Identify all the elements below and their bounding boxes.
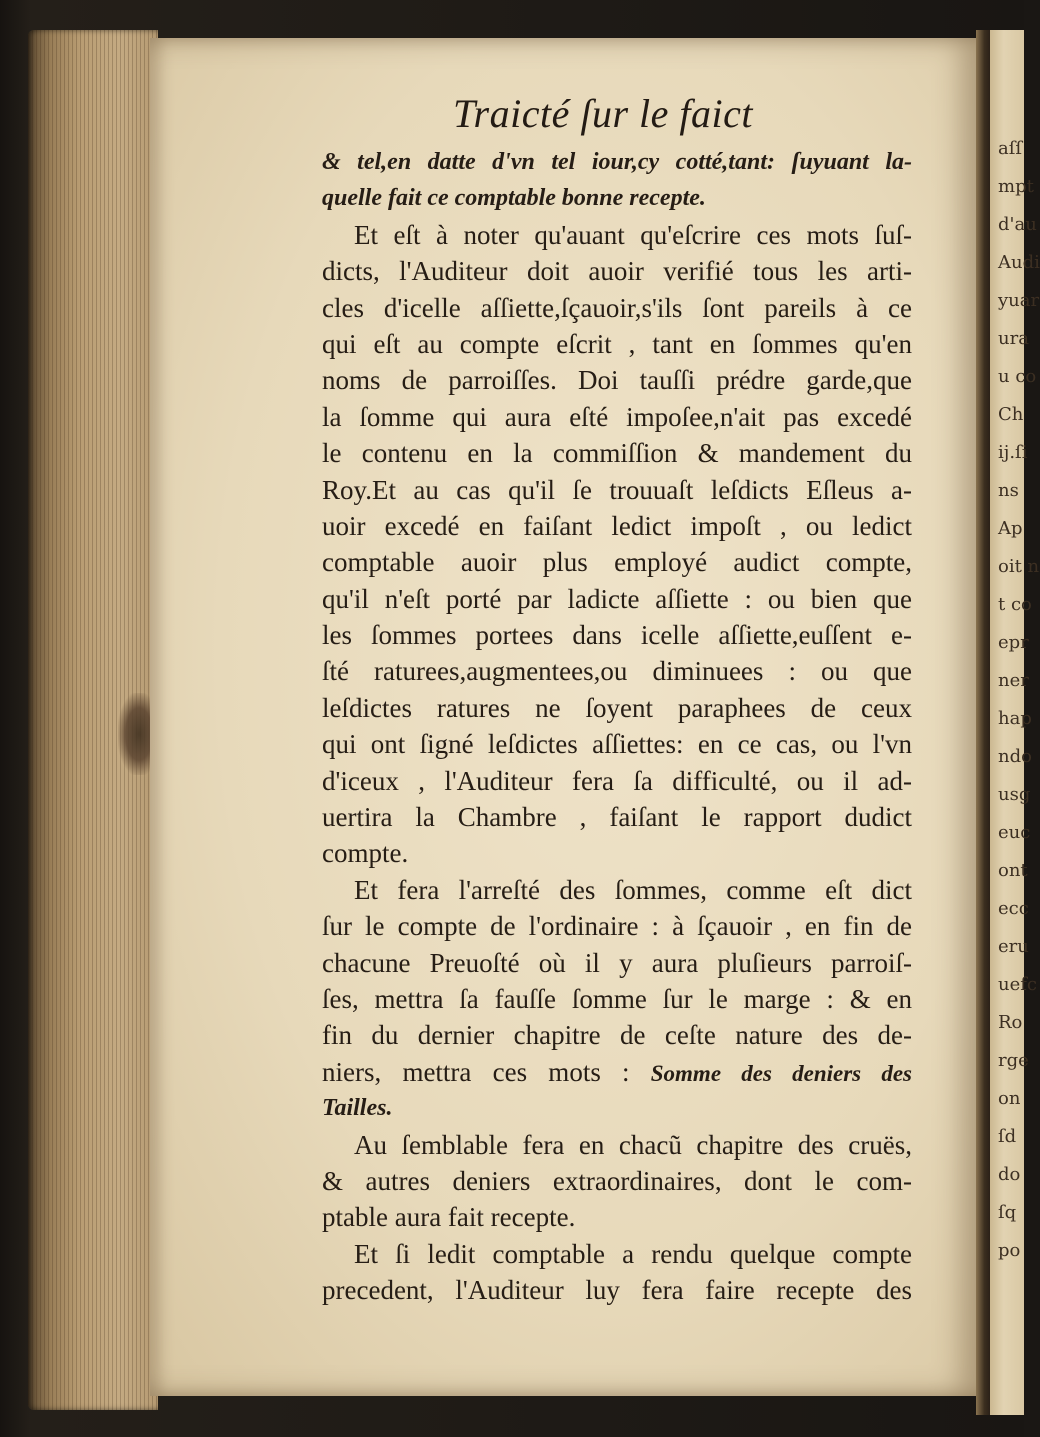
- facing-page-fragment: eru: [998, 936, 1029, 957]
- facing-page-fragment: ura: [998, 328, 1029, 349]
- text-line: Et fera l'arreſté des ſommes, comme eſt dict: [354, 874, 912, 905]
- text-line: & tel,en datte d'vn tel iour,cy cotté,tant: ſuyuant la-: [322, 149, 912, 175]
- facing-page-fragment: ecc: [998, 898, 1029, 919]
- text-line: leſdictes ratures ne ſoyent paraphees de ceux: [322, 692, 912, 723]
- text-line-roman-part: niers, mettra ces mots :: [322, 1056, 651, 1087]
- text-line: uertira la Chambre , faiſant le rapport dudict: [322, 802, 912, 833]
- facing-page-fragment: po: [998, 1240, 1021, 1261]
- facing-page-fragment: ner: [998, 670, 1029, 691]
- text-line: qui ont ſigné leſdictes aſſiettes: en ce cas, ou l'vn: [322, 729, 912, 760]
- text-line: compte.: [322, 838, 409, 869]
- text-line: [322, 1054, 912, 1090]
- text-line: ſté raturees,augmentees,ou diminuees : ou que: [322, 656, 912, 687]
- text-line: chacune Preuoſté où il y aura pluſieurs parroiſ-: [322, 947, 912, 978]
- facing-page-fragment: rge: [998, 1050, 1029, 1071]
- text-line: Au ſemblable fera en chacũ chapitre des cruës,: [354, 1129, 912, 1160]
- text-line-italic-part: Somme des deniers des: [650, 1060, 912, 1086]
- facing-page-fragment: u co: [998, 366, 1037, 387]
- text-line: les ſommes portees dans icelle aſſiette,euſſent e-: [322, 620, 912, 651]
- text-line: ſur le compte de l'ordinaire : à ſçauoir , en fin de: [322, 911, 912, 942]
- text-line: uoir excedé en faiſant ledict impoſt , ou ledict: [322, 510, 912, 541]
- facing-page-fragment: hap: [998, 708, 1032, 729]
- text-line: comptable auoir plus employé audict compte,: [322, 547, 912, 578]
- text-line: Et ſi ledit comptable a rendu quelque compte: [354, 1238, 912, 1269]
- text-line: le contenu en la commiſſion & mandement du: [322, 438, 912, 469]
- facing-page-fragment: ont: [998, 860, 1028, 881]
- facing-page-fragment: epr: [998, 632, 1029, 653]
- facing-page-fragment: Audi: [998, 252, 1040, 273]
- facing-page-fragment: do: [998, 1164, 1021, 1185]
- text-line: la ſomme qui aura eſté impoſee,n'ait pas excedé: [322, 401, 912, 432]
- facing-page-fragment: Ch: [998, 404, 1024, 425]
- facing-page-fragment: t co: [998, 594, 1032, 615]
- facing-page-fragment: uefc: [998, 974, 1037, 995]
- facing-page-fragment: yuar: [998, 290, 1040, 311]
- facing-page-fragment: Ap: [998, 518, 1023, 539]
- facing-page-fragment: aſſ: [998, 138, 1023, 159]
- facing-page-fragment: Ro: [998, 1012, 1023, 1033]
- text-line: cles d'icelle aſſiette,ſçauoir,s'ils ſont pareils à ce: [322, 292, 912, 323]
- facing-page-fragment: ſd: [998, 1126, 1017, 1147]
- text-line: Tailles.: [322, 1095, 393, 1122]
- facing-page-fragment: ij.ſi: [998, 442, 1028, 463]
- facing-page-fragment: euc: [998, 822, 1031, 843]
- book-gutter: [976, 30, 990, 1415]
- body-text: [322, 144, 912, 1309]
- text-line: fin du dernier chapitre de ceſte nature des de-: [322, 1020, 912, 1051]
- facing-page-fragment: mpt: [998, 176, 1034, 197]
- facing-page-fragment: ns: [998, 480, 1019, 501]
- text-line: Roy.Et au cas qu'il ſe trouuaſt leſdicts Eſleus a-: [322, 474, 912, 505]
- facing-page-fragment: on: [998, 1088, 1021, 1109]
- text-line: d'iceux , l'Auditeur fera ſa difficulté, ou il ad-: [322, 765, 912, 796]
- text-line: ptable aura fait recepte.: [322, 1202, 576, 1233]
- facing-page-edge: [990, 30, 1040, 1415]
- facing-page-fragment: oit n: [998, 556, 1040, 577]
- text-line: ſes, mettra ſa fauſſe ſomme ſur le marge : & en: [322, 983, 912, 1014]
- text-line: dicts, l'Auditeur doit auoir verifié tous les arti-: [322, 256, 912, 287]
- text-line: Et eſt à noter qu'auant qu'eſcrire ces mots ſuſ-: [354, 219, 912, 250]
- facing-page-fragment: ndo: [998, 746, 1032, 767]
- running-head: Traicté ſur le faict: [453, 91, 753, 136]
- facing-page-fragment: ſq: [998, 1202, 1017, 1223]
- text-line: & autres deniers extraordinaires, dont le com-: [322, 1165, 912, 1196]
- facing-page-fragment: usg: [998, 784, 1031, 805]
- text-line: quelle fait ce comptable bonne recepte.: [322, 185, 706, 212]
- text-line: precedent, l'Auditeur luy fera faire recepte des: [322, 1275, 912, 1306]
- facing-page-fragment: d'au: [998, 214, 1037, 235]
- text-line: noms de parroiſſes. Doi tauſſi prédre garde,que: [322, 365, 912, 396]
- text-line: qu'il n'eſt porté par ladicte aſſiette : ou bien que: [322, 583, 912, 614]
- text-line: qui eſt au compte eſcrit , tant en ſommes qu'en: [322, 328, 912, 359]
